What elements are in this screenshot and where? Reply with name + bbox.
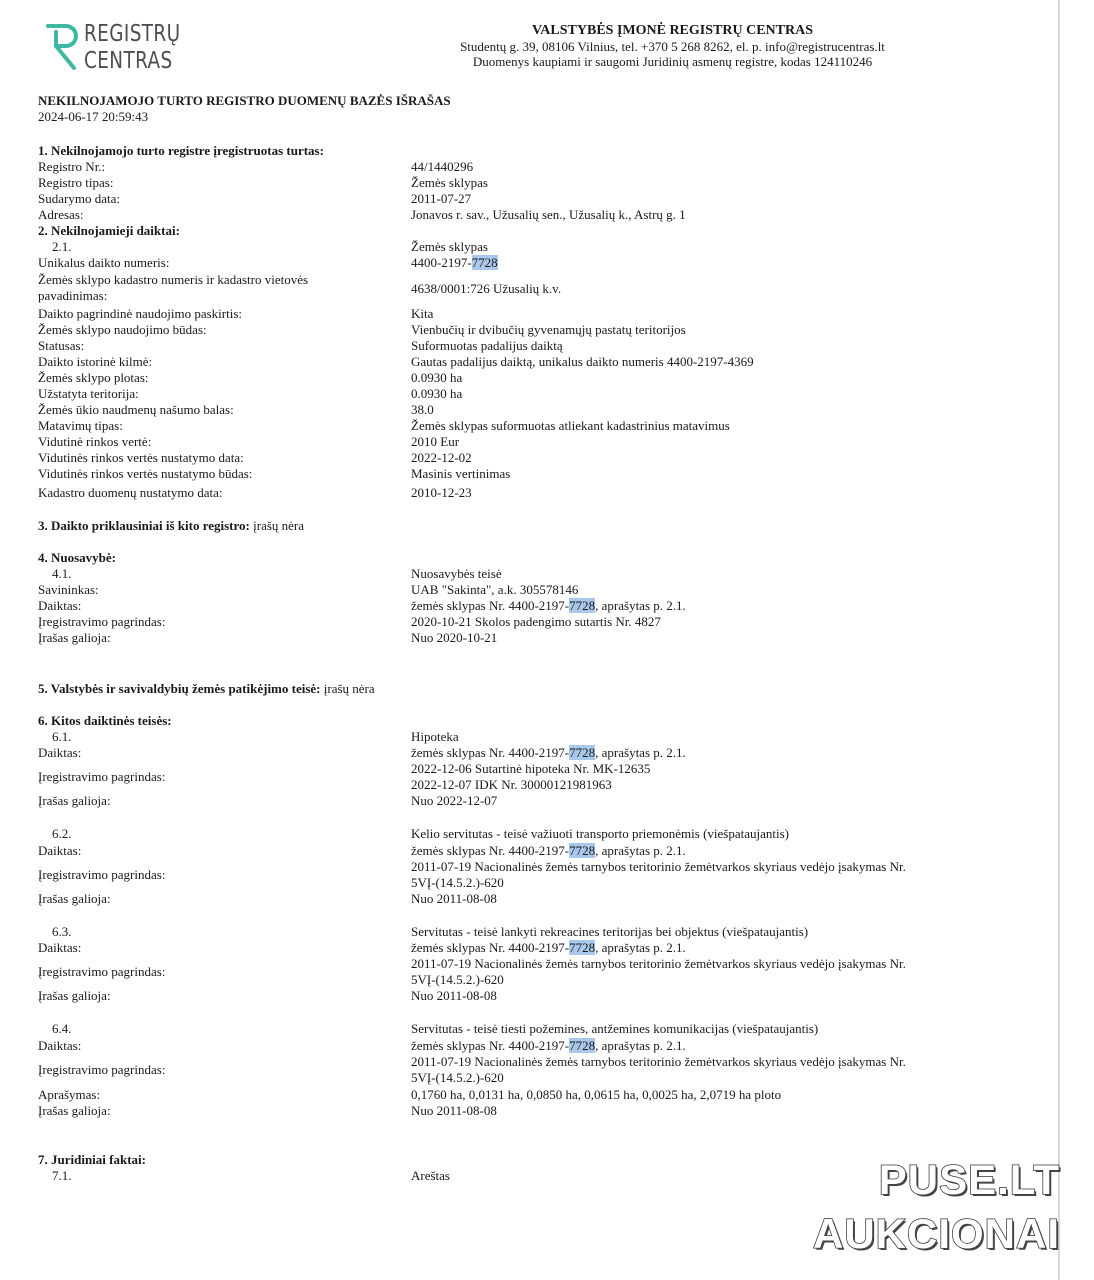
field-value: Kita — [411, 306, 434, 321]
org-address: Studentų g. 39, 08106 Vilnius, tel. +370 5 268 8262, el. p. info@registrucentras.lt — [460, 39, 885, 54]
field-value: Jonavos r. sav., Užusalių sen., Užusalių k., Astrų g. 1 — [411, 207, 686, 222]
field-label: Daiktas: — [38, 745, 82, 760]
highlighted-text: 7728 — [569, 843, 596, 858]
page-edge — [1058, 0, 1060, 1280]
watermark-line-1: PUSE.LT — [878, 1156, 1060, 1203]
section-3-value: įrašų nėra — [253, 518, 305, 533]
field-value: Žemės sklypas — [411, 175, 488, 190]
field-value: Vienbučių ir dvibučių gyvenamųjų pastatų teritorijos — [411, 322, 686, 337]
field-value: Areštas — [411, 1168, 450, 1183]
field-label: Daikto pagrindinė naudojimo paskirtis: — [38, 306, 242, 321]
field-label: Įrašas galioja: — [38, 988, 111, 1003]
section-3-title: 3. Daikto priklausiniai iš kito registro: įrašų nėra — [38, 518, 305, 533]
watermark-line-2: AUKCIONAI — [813, 1210, 1060, 1257]
field-label: Žemės ūkio naudmenų našumo balas: — [38, 402, 234, 417]
field-value: Suformuotas padalijus daiktą — [411, 338, 563, 353]
field-label: Daiktas: — [38, 598, 82, 613]
section-7-title: 7. Juridiniai faktai: — [38, 1152, 146, 1167]
field-label: Žemės sklypo plotas: — [38, 370, 149, 385]
logo-line-2: CENTRAS — [84, 48, 173, 74]
field-label: Įrašas galioja: — [38, 630, 111, 645]
field-value: žemės sklypas Nr. 4400-2197-7728, aprašytas p. 2.1. — [411, 940, 686, 955]
field-label: Daiktas: — [38, 940, 82, 955]
field-value: 2011-07-19 Nacionalinės žemės tarnybos teritorinio žemėtvarkos skyriaus vedėjo įsakymas Nr. 5VĮ-(14.5.2.)-620 — [411, 859, 906, 890]
field-label: Užstatyta teritorija: — [38, 386, 139, 401]
logo-line-1: REGISTRŲ — [84, 21, 181, 47]
field-value: 2011-07-19 Nacionalinės žemės tarnybos teritorinio žemėtvarkos skyriaus vedėjo įsakymas Nr. 5VĮ-(14.5.2.)-620 — [411, 956, 906, 987]
field-value: Gautas padalijus daiktą, unikalus daikto numeris 4400-2197-4369 — [411, 354, 754, 369]
field-value: žemės sklypas Nr. 4400-2197-7728, aprašytas p. 2.1. — [411, 1038, 686, 1053]
entry-number: 6.2. — [52, 826, 72, 841]
field-value: Hipoteka — [411, 729, 459, 744]
field-value: Servitutas - teisė lankyti rekreacines teritorijas bei objektus (viešpataujantis) — [411, 924, 809, 939]
field-label: Įregistravimo pagrindas: — [38, 1062, 166, 1077]
field-label: Įregistravimo pagrindas: — [38, 614, 166, 629]
registru-centras-logo — [44, 20, 204, 76]
field-label: Unikalus daikto numeris: — [38, 255, 170, 270]
entry-number: 4.1. — [52, 566, 72, 581]
field-label: Įrašas galioja: — [38, 1103, 111, 1118]
field-label: Įregistravimo pagrindas: — [38, 769, 166, 784]
field-value: Nuo 2011-08-08 — [411, 988, 497, 1003]
section-5-title: 5. Valstybės ir savivaldybių žemės patikėjimo teisė: įrašų nėra — [38, 681, 375, 696]
entry-number: 6.1. — [52, 729, 72, 744]
entry-number: 6.4. — [52, 1021, 72, 1036]
field-label: Įrašas galioja: — [38, 891, 111, 906]
field-label: Įregistravimo pagrindas: — [38, 867, 166, 882]
field-value: 0.0930 ha — [411, 370, 463, 385]
field-label: Adresas: — [38, 207, 84, 222]
field-label: Savininkas: — [38, 582, 99, 597]
highlighted-text: 7728 — [569, 940, 596, 955]
field-value: Kelio servitutas - teisė važiuoti transporto priemonėmis (viešpataujantis) — [411, 826, 789, 841]
field-value: 2010-12-23 — [411, 485, 472, 500]
entry-number: 6.3. — [52, 924, 72, 939]
field-value: žemės sklypas Nr. 4400-2197-7728, aprašytas p. 2.1. — [411, 598, 686, 613]
section-5-value: įrašų nėra — [323, 681, 375, 696]
field-value: 4400-2197-7728 — [411, 255, 498, 270]
field-label: Registro tipas: — [38, 175, 114, 190]
field-value: Nuo 2022-12-07 — [411, 793, 498, 808]
field-label: Įregistravimo pagrindas: — [38, 964, 166, 979]
field-value: Nuo 2011-08-08 — [411, 891, 497, 906]
field-value: Žemės sklypas suformuotas atliekant kadastrinius matavimus — [411, 418, 730, 433]
field-label: Aprašymas: — [38, 1087, 101, 1102]
field-label: Vidutinė rinkos vertė: — [38, 434, 152, 449]
field-value: 2010 Eur — [411, 434, 460, 449]
highlighted-text: 7728 — [569, 598, 596, 613]
field-label: Daiktas: — [38, 1038, 82, 1053]
section-1-title: 1. Nekilnojamojo turto registre įregistruotas turtas: — [38, 143, 324, 158]
document-header — [350, 22, 995, 69]
document-title: NEKILNOJAMOJO TURTO REGISTRO DUOMENŲ BAZĖS IŠRAŠAS — [38, 93, 451, 108]
field-value: 0.0930 ha — [411, 386, 463, 401]
field-value: 2022-12-02 — [411, 450, 472, 465]
field-label: Žemės sklypo kadastro numeris ir kadastro vietovės pavadinimas: — [38, 272, 309, 303]
field-label: Sudarymo data: — [38, 191, 120, 206]
field-value: Žemės sklypas — [411, 239, 488, 254]
field-value: 0,1760 ha, 0,0131 ha, 0,0850 ha, 0,0615 ha, 0,0025 ha, 2,0719 ha ploto — [411, 1087, 782, 1102]
field-value: Servitutas - teisė tiesti požemines, antžemines komunikacijas (viešpataujantis) — [411, 1021, 819, 1036]
field-label: Matavimų tipas: — [38, 418, 123, 433]
highlighted-text: 7728 — [569, 1038, 596, 1053]
field-label: Įrašas galioja: — [38, 793, 111, 808]
field-label: Registro Nr.: — [38, 159, 106, 174]
entry-number: 7.1. — [52, 1168, 72, 1183]
field-value: 38.0 — [411, 402, 434, 417]
field-label: Žemės sklypo naudojimo būdas: — [38, 322, 207, 337]
field-value: 2011-07-27 — [411, 191, 472, 206]
section-6-title: 6. Kitos daiktinės teisės: — [38, 713, 172, 728]
field-value: Nuosavybės teisė — [411, 566, 502, 581]
highlighted-text: 7728 — [569, 745, 596, 760]
field-value: žemės sklypas Nr. 4400-2197-7728, aprašytas p. 2.1. — [411, 745, 686, 760]
field-value: Masinis vertinimas — [411, 466, 511, 481]
field-value: 2020-10-21 Skolos padengimo sutartis Nr. 4827 — [411, 614, 661, 629]
field-value: Nuo 2011-08-08 — [411, 1103, 497, 1118]
register-note: Duomenys kaupiami ir saugomi Juridinių asmenų registre, kodas 124110246 — [472, 54, 873, 69]
org-name: VALSTYBĖS ĮMONĖ REGISTRŲ CENTRAS — [532, 23, 813, 38]
section-4-title: 4. Nuosavybė: — [38, 550, 117, 565]
field-label: Vidutinės rinkos vertės nustatymo būdas: — [38, 466, 253, 481]
field-value: 2022-12-06 Sutartinė hipoteka Nr. MK-12635 2022-12-07 IDK Nr. 30000121981963 — [411, 761, 651, 792]
field-value: UAB "Sakinta", a.k. 305578146 — [411, 582, 579, 597]
field-value: 44/1440296 — [411, 159, 474, 174]
logo-mark-icon — [44, 22, 80, 72]
field-value: 4638/0001:726 Užusalių k.v. — [411, 281, 562, 296]
field-label: Vidutinės rinkos vertės nustatymo data: — [38, 450, 244, 465]
field-value: žemės sklypas Nr. 4400-2197-7728, aprašytas p. 2.1. — [411, 843, 686, 858]
document-timestamp: 2024-06-17 20:59:43 — [38, 109, 149, 124]
highlighted-text: 7728 — [471, 255, 498, 270]
field-label: Kadastro duomenų nustatymo data: — [38, 485, 223, 500]
section-2-title: 2. Nekilnojamieji daiktai: — [38, 223, 180, 238]
field-label: Statusas: — [38, 338, 85, 353]
field-label: Daikto istorinė kilmė: — [38, 354, 153, 369]
field-label: Daiktas: — [38, 843, 82, 858]
field-value: 2011-07-19 Nacionalinės žemės tarnybos teritorinio žemėtvarkos skyriaus vedėjo įsakymas Nr. 5VĮ-(14.5.2.)-620 — [411, 1054, 906, 1085]
entry-number: 2.1. — [52, 239, 72, 254]
field-value: Nuo 2020-10-21 — [411, 630, 498, 645]
